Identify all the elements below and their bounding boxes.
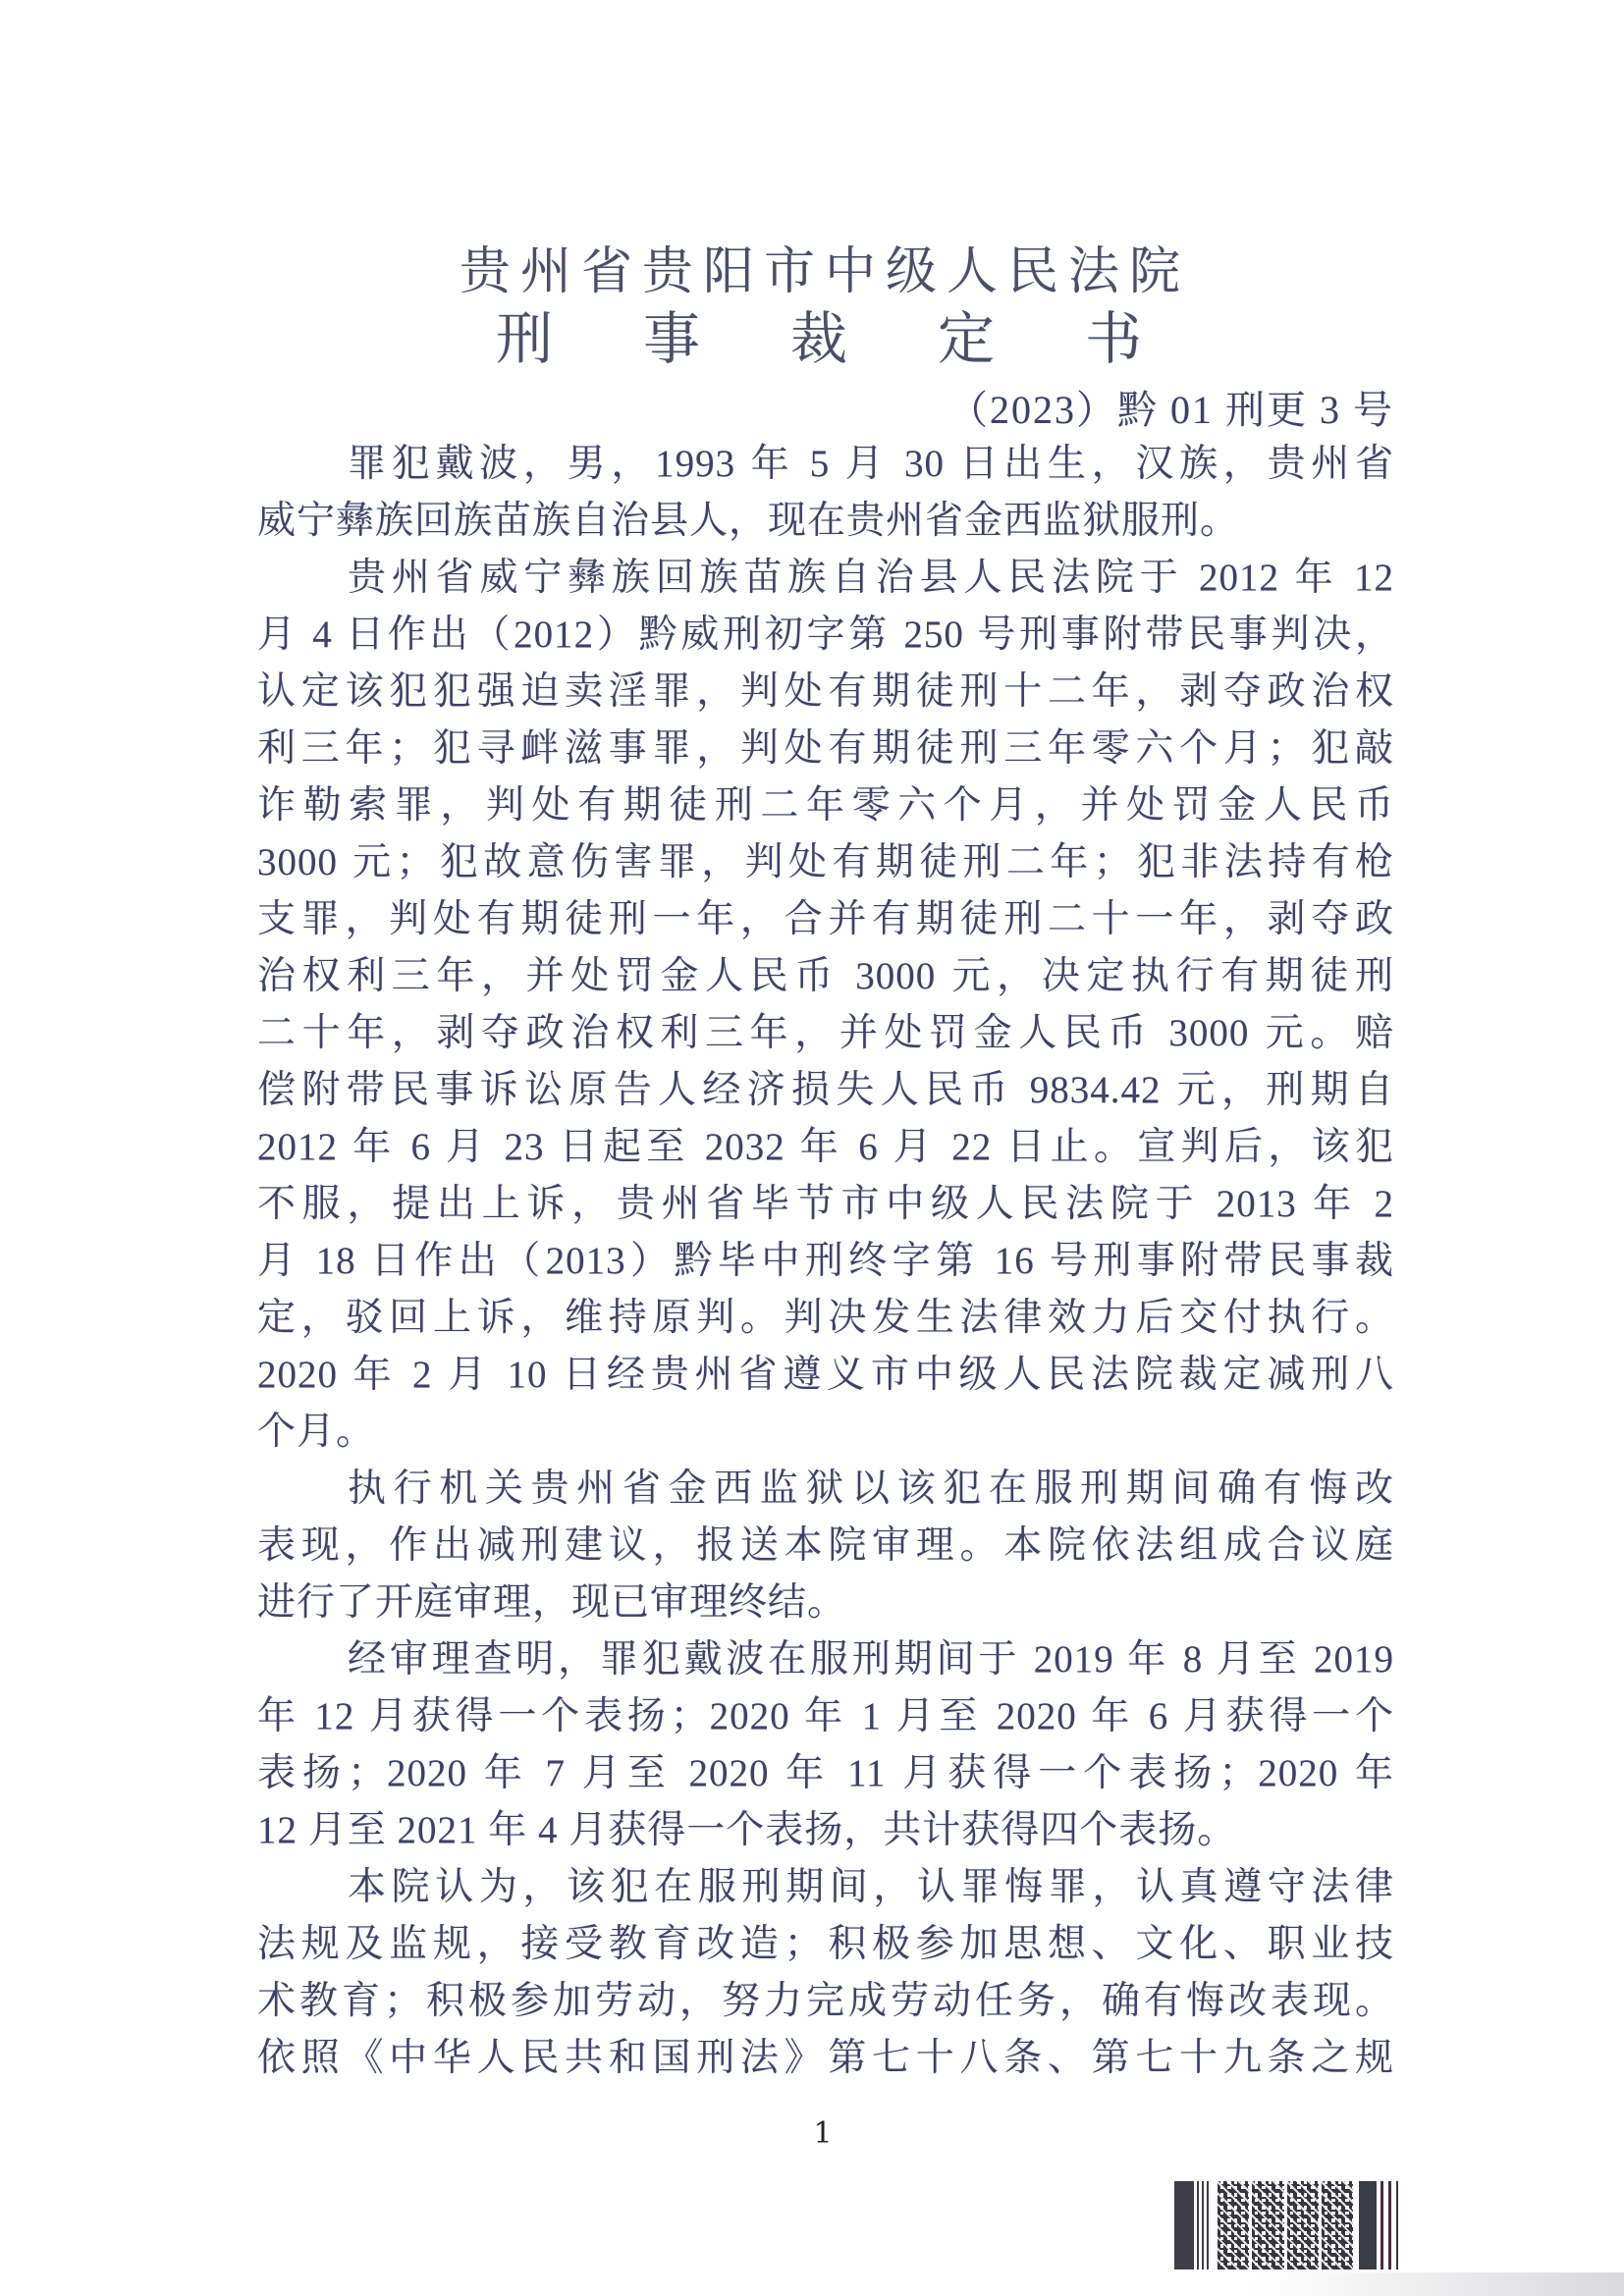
body-line: 治权利三年，并处罚金人民币 3000 元，决定执行有期徒刑 [257, 955, 1394, 997]
body-line: 12 月至 2021 年 4 月获得一个表扬，共计获得四个表扬。 [257, 1809, 1237, 1851]
body-line: 诈勒索罪，判处有期徒刑二年零六个月，并处罚金人民币 [257, 784, 1394, 827]
body-line: 贵州省威宁彝族回族苗族自治县人民法院于 2012 年 12 [348, 557, 1394, 599]
barcode-left-bar [1174, 2181, 1194, 2269]
barcode-data-field [1218, 2181, 1353, 2269]
body-line: 月 4 日作出（2012）黔威刑初字第 250 号刑事附带民事判决， [257, 614, 1394, 656]
body-line: 个月。 [257, 1411, 376, 1453]
barcode-left-stripes [1197, 2181, 1212, 2269]
body-line: 不服，提出上诉，贵州省毕节市中级人民法院于 2013 年 2 [257, 1183, 1394, 1225]
body-line: 偿附带民事诉讼原告人经济损失人民币 9834.42 元，刑期自 [257, 1069, 1394, 1111]
body-line: 法规及监规，接受教育改造；积极参加思想、文化、职业技 [257, 1923, 1394, 1965]
case-number: （2023）黔 01 刑更 3 号 [948, 388, 1394, 432]
body-line: 本院认为，该犯在服刑期间，认罪悔罪，认真遵守法律 [348, 1866, 1394, 1908]
body-line: 经审理查明，罪犯戴波在服刑期间于 2019 年 8 月至 2019 [348, 1638, 1394, 1681]
body-line: 执行机关贵州省金西监狱以该犯在服刑期间确有悔改 [348, 1468, 1394, 1510]
body-line: 2020 年 2 月 10 日经贵州省遵义市中级人民法院裁定减刑八 [257, 1354, 1394, 1396]
body-line: 年 12 月获得一个表扬；2020 年 1 月至 2020 年 6 月获得一个 [257, 1695, 1394, 1737]
barcode-data-segment [1287, 2181, 1319, 2269]
body-line: 表扬；2020 年 7 月至 2020 年 11 月获得一个表扬；2020 年 [257, 1752, 1394, 1794]
body-line: 二十年，剥夺政治权利三年，并处罚金人民币 3000 元。赔 [257, 1012, 1394, 1054]
body-line: 3000 元；犯故意伤害罪，判处有期徒刑二年；犯非法持有枪 [257, 841, 1394, 883]
barcode-right-bar [1359, 2181, 1377, 2269]
body-line: 月 18 日作出（2013）黔毕中刑终字第 16 号刑事附带民事裁 [257, 1240, 1394, 1282]
body-line: 支罪，判处有期徒刑一年，合并有期徒刑二十一年，剥夺政 [257, 898, 1394, 940]
scanner-shadow-artifact [1251, 2272, 1624, 2296]
court-name: 贵州省贵阳市中级人民法院 [459, 244, 1190, 300]
barcode-data-segment [1218, 2181, 1249, 2269]
body-line: 威宁彝族回族苗族自治县人，现在贵州省金西监狱服刑。 [257, 500, 1240, 542]
barcode-2d-icon [1174, 2181, 1398, 2269]
barcode-right-stripes [1380, 2181, 1398, 2269]
page-number-footer: 1 [813, 2116, 833, 2151]
body-line: 利三年；犯寻衅滋事罪，判处有期徒刑三年零六个月；犯敲 [257, 727, 1394, 770]
body-line: 2012 年 6 月 23 日起至 2032 年 6 月 22 日止。宣判后，该犯 [257, 1126, 1394, 1168]
body-line: 定，驳回上诉，维持原判。判决发生法律效力后交付执行。 [257, 1297, 1394, 1339]
body-line: 罪犯戴波，男，1993 年 5 月 30 日出生，汉族，贵州省 [348, 443, 1394, 485]
barcode-data-segment [1252, 2181, 1283, 2269]
body-line: 依照《中华人民共和国刑法》第七十八条、第七十九条之规 [257, 2037, 1394, 2079]
document-body [257, 436, 1394, 2087]
body-line: 术教育；积极参加劳动，努力完成劳动任务，确有悔改表现。 [257, 1980, 1394, 2022]
body-line: 认定该犯犯强迫卖淫罪，判处有期徒刑十二年，剥夺政治权 [257, 670, 1394, 713]
barcode-data-segment [1322, 2181, 1353, 2269]
body-line: 进行了开庭审理，现已审理终结。 [257, 1581, 847, 1624]
body-line: 表现，作出减刑建议，报送本院审理。本院依法组成合议庭 [257, 1524, 1394, 1567]
document-type-title: 刑事裁定书 [495, 307, 1232, 371]
